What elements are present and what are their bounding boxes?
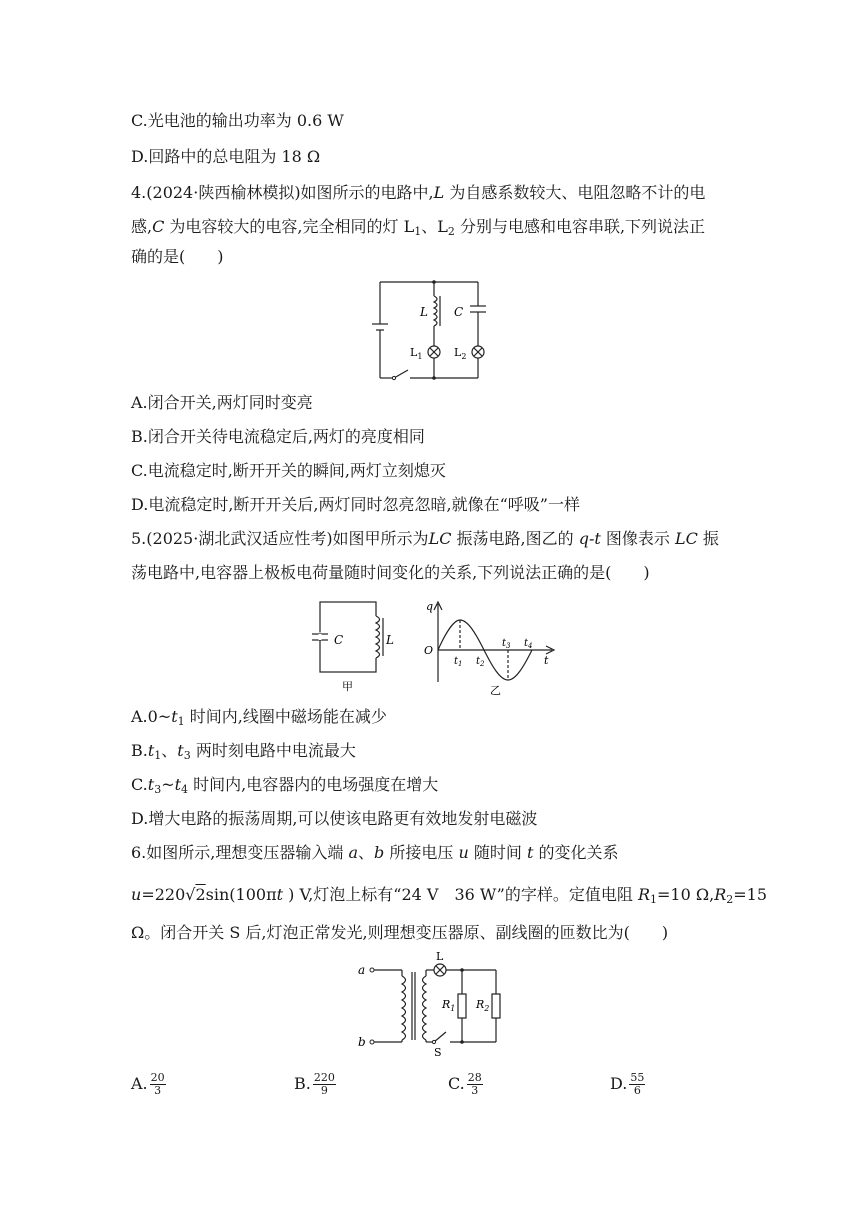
q6-fig-terminal-a: a [358,963,366,977]
q4-fig-label-c: C [454,305,464,319]
q4-fig-label-l1: $L_1$ [410,346,423,361]
q5-fig-caption-yi: 乙 [490,684,501,696]
q5-option-c: $C.t_3\sim t_4$ 时间内,电容器内的电场强度在增大 [131,775,439,796]
q6-transformer-diagram [354,950,514,1060]
q4-option-b: B.闭合开关待电流稳定后,两灯的亮度相同 [131,427,425,446]
q3-option-c: C.光电池的输出功率为 0.6 W [131,111,344,130]
q4-option-c: C.电流稳定时,断开开关的瞬间,两灯立刻熄灭 [131,461,446,480]
q4-stem-line2: 感,C 为电容较大的电容,完全相同的灯 $L_1$、$L_2$ 分别与电感和电容串联,下列说法正 [131,217,706,238]
q6-fig-terminal-b: b [358,1035,366,1049]
q6-stem-line1: 6.如图所示,理想变压器输入端 a、b 所接电压 u 随时间 t 的变化关系 [131,843,619,862]
q6-fig-label-switch: S [434,1046,442,1059]
q6-fig-label-r1: $R_1$ [442,998,456,1013]
q5-fig-label-l: L [386,633,394,647]
q5-fig-label-c: C [334,633,344,647]
q6-stem-line3: Ω。闭合开关 S 后,灯泡正常发光,则理想变压器原、副线圈的匝数比为( ) [131,923,669,942]
q5-fig-caption-jia: 甲 [342,680,353,693]
q4-option-a: A.闭合开关,两灯同时变亮 [131,393,313,412]
q5-option-b: $B.t_1$、$t_3$ 两时刻电路中电流最大 [131,741,356,762]
q6-option-b: B. $\frac{220}{9}$ [294,1071,335,1097]
q4-circuit-diagram [370,278,500,384]
q6-option-c: C. $\frac{28}{3}$ [448,1071,482,1097]
q5-fig-origin: O [424,644,434,657]
q5-stem-line2: 荡电路中,电容器上极板电荷量随时间变化的关系,下列说法正确的是( ) [131,563,650,582]
q5-fig-axis-q: q [426,600,434,613]
q4-stem-line3: 确的是( ) [131,247,224,266]
q6-fig-label-lamp: L [436,950,444,963]
q6-option-a: A. $\frac{20}{3}$ [131,1071,165,1097]
q5-figure [306,596,562,696]
q6-fig-label-r2: $R_2$ [476,998,490,1013]
q5-stem-line1: 5.(2025·湖北武汉适应性考)如图甲所示为LC 振荡电路,图乙的 q-t 图像表示 LC 振 [131,529,719,548]
q5-fig-tick-t3: $t_3$ [502,638,511,650]
q6-option-d: D. $\frac{55}{6}$ [610,1071,645,1097]
q5-option-a: $A.0\sim t_1$ 时间内,线圈中磁场能在减少 [131,707,387,728]
q5-fig-tick-t2: $t_2$ [476,656,485,668]
q4-option-d: D.电流稳定时,断开开关后,两灯同时忽亮忽暗,就像在“呼吸”一样 [131,495,580,514]
q5-fig-tick-t1: $t_1$ [454,656,463,668]
q4-fig-label-l: L [420,305,428,319]
q6-stem-line2: u=220√2sin(100πt ) V,灯泡上标有“24 V 36 W”的字样。定值电阻 $R_1=10$ $\Omega,R_2=15$ [131,885,767,906]
q4-stem-line1: 4.(2024·陕西榆林模拟)如图所示的电路中,L 为自感系数较大、电阻忽略不计的电 [131,183,706,202]
q5-option-d: D.增大电路的振荡周期,可以使该电路更有效地发射电磁波 [131,809,538,828]
q3-option-d: D.回路中的总电阻为 18 Ω [131,147,321,166]
q4-fig-label-l2: $L_2$ [454,346,467,361]
q5-fig-tick-t4: $t_4$ [524,638,533,650]
q5-fig-axis-t: t [544,654,549,667]
